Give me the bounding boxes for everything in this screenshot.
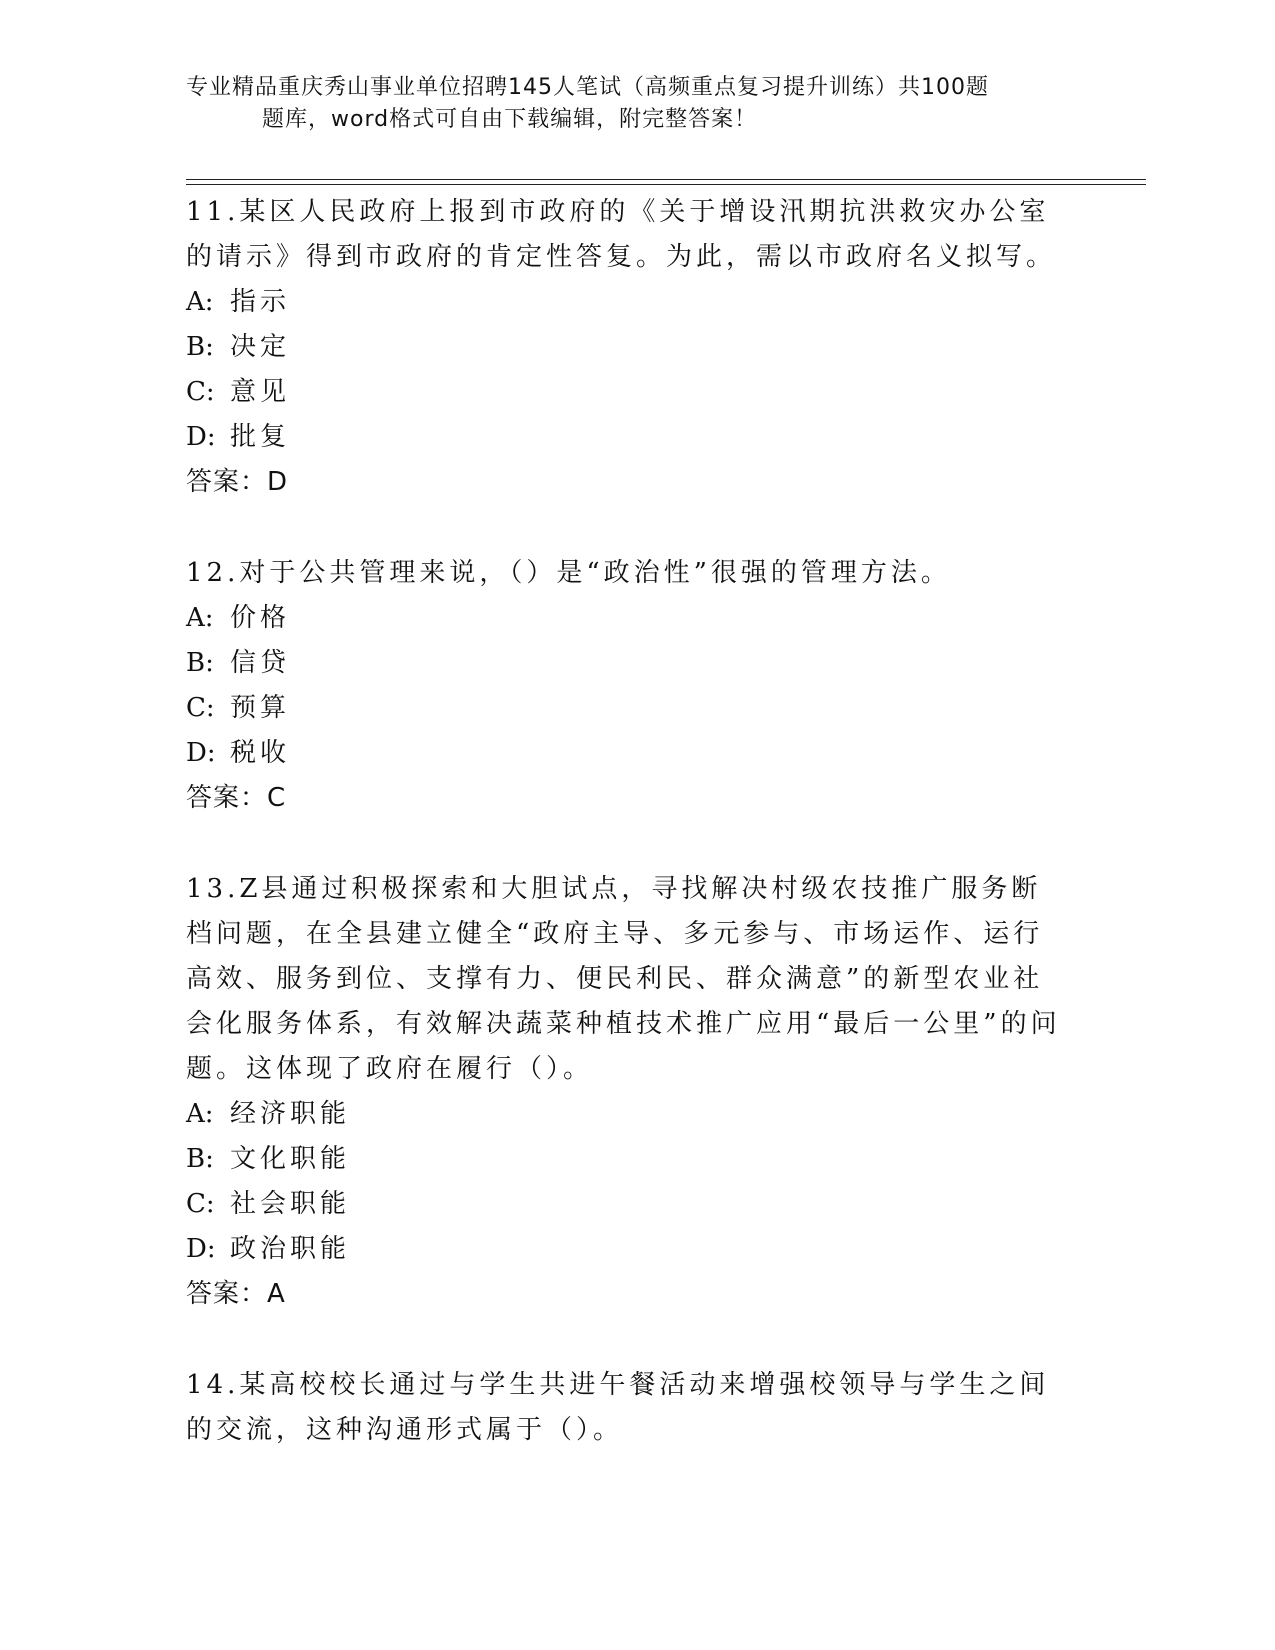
document-header [186, 72, 1066, 136]
option-d [186, 1227, 1066, 1272]
option-letter: A: [186, 603, 214, 633]
option-letter: B: [186, 332, 214, 362]
option-text: 经济职能 [230, 1099, 351, 1129]
question-stem: 13.Z县通过积极探索和大胆试点，寻找解决村级农技推广服务断档问题，在全县建立健全“政府主导、多元参与、市场运作、运行高效、服务到位、支撑有力、便民利民、群众满意”的新型农业社会化服务体系，有效解决蔬菜种植技术推广应用“最后一公里”的问题。这体现了政府在履行（）。 [186, 874, 1061, 1084]
option-letter: D: [186, 1234, 216, 1264]
header-title-line-1: 专业精品重庆秀山事业单位招聘145人笔试（高频重点复习提升训练）共100题 [186, 75, 989, 100]
option-text: 文化职能 [230, 1144, 351, 1174]
option-letter: C: [186, 377, 215, 407]
option-text: 信贷 [230, 648, 291, 678]
answer-line: 答案：D [186, 467, 289, 497]
option-text: 决定 [230, 332, 291, 362]
option-text: 批复 [230, 422, 291, 452]
question-12 [186, 551, 1066, 821]
header-divider-top [186, 179, 1146, 180]
header-divider-bottom [186, 184, 1146, 185]
option-c [186, 370, 1066, 415]
option-letter: D: [186, 422, 216, 452]
option-text: 社会职能 [230, 1189, 351, 1219]
option-c [186, 686, 1066, 731]
option-a [186, 1092, 1066, 1137]
option-c [186, 1182, 1066, 1227]
option-letter: C: [186, 1189, 215, 1219]
option-a [186, 280, 1066, 325]
question-stem: 12.对于公共管理来说，（）是“政治性”很强的管理方法。 [186, 558, 951, 588]
question-13 [186, 867, 1066, 1317]
option-letter: A: [186, 287, 214, 317]
question-stem: 11.某区人民政府上报到市政府的《关于增设汛期抗洪救灾办公室的请示》得到市政府的肯定性答复。为此，需以市政府名义拟写。 [186, 197, 1057, 272]
option-d [186, 731, 1066, 776]
question-list [186, 190, 1066, 1499]
option-text: 价格 [230, 603, 291, 633]
option-b [186, 641, 1066, 686]
option-letter: C: [186, 693, 215, 723]
question-11 [186, 190, 1066, 505]
option-d [186, 415, 1066, 460]
option-b [186, 325, 1066, 370]
option-text: 税收 [230, 738, 291, 768]
option-text: 指示 [230, 287, 291, 317]
option-letter: A: [186, 1099, 214, 1129]
option-b [186, 1137, 1066, 1182]
option-text: 意见 [230, 377, 291, 407]
option-letter: D: [186, 738, 216, 768]
answer-line: 答案：A [186, 1279, 286, 1309]
option-text: 预算 [230, 693, 291, 723]
question-14 [186, 1363, 1066, 1453]
option-a [186, 596, 1066, 641]
option-text: 政治职能 [230, 1234, 351, 1264]
option-letter: B: [186, 648, 214, 678]
answer-line: 答案：C [186, 783, 287, 813]
question-stem: 14.某高校校长通过与学生共进午餐活动来增强校领导与学生之间的交流，这种沟通形式属于（）。 [186, 1370, 1050, 1445]
option-letter: B: [186, 1144, 214, 1174]
header-title-line-2: 题库，word格式可自由下载编辑，附完整答案！ [262, 107, 758, 132]
